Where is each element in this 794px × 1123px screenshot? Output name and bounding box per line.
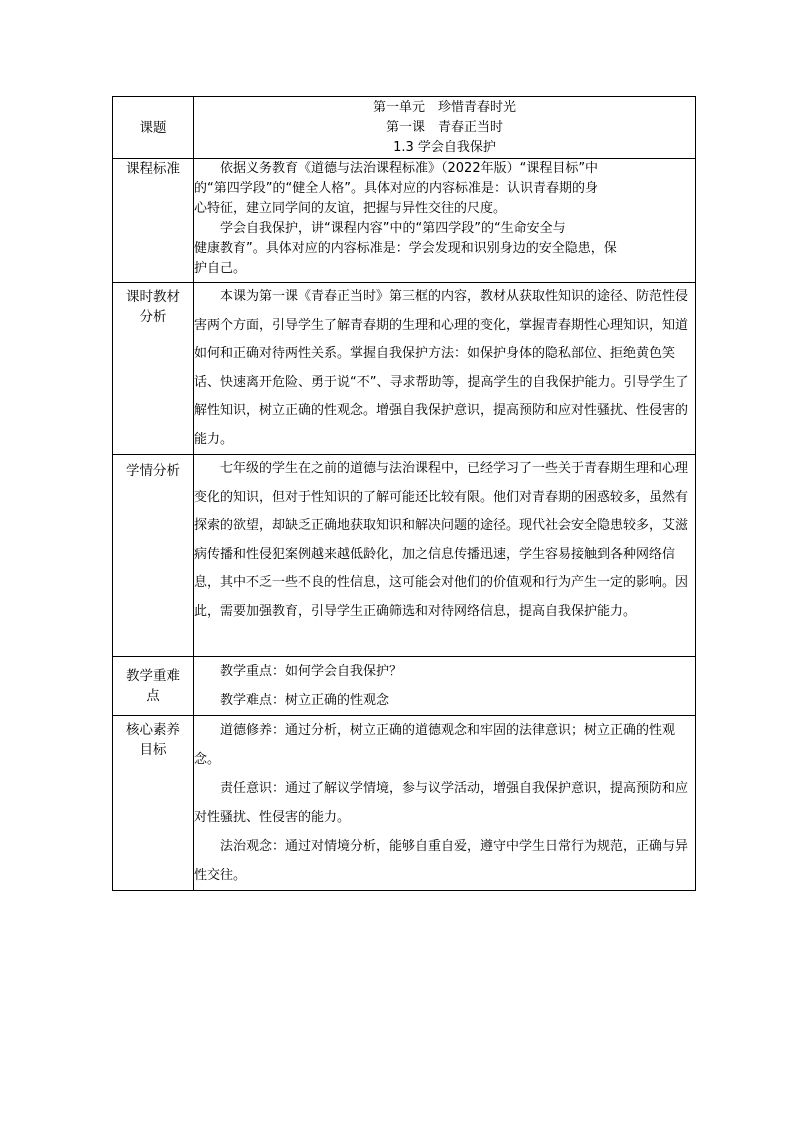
label-material [113, 283, 194, 455]
label-material-line2: 分析 [139, 309, 167, 325]
row-key-points [113, 657, 696, 716]
standard-cell [194, 159, 696, 283]
lesson-title: 第一课 青春正当时 [385, 120, 503, 135]
label-key-points [113, 657, 194, 716]
topic-title-block [194, 97, 695, 158]
label-standard-text: 课程标准 [126, 161, 180, 177]
row-topic [113, 97, 696, 159]
label-goals-line2: 目标 [139, 742, 167, 758]
label-key-points-line1: 教学重难 [126, 668, 180, 684]
row-goals [113, 716, 696, 891]
label-students-text: 学情分析 [126, 463, 180, 479]
standard-p1-line1: 依据义务教育《道德与法治课程标准》（2022年版）“课程目标”中 [220, 161, 599, 176]
row-standard [113, 159, 696, 283]
goal-rule-of-law: 法治观念：通过对情境分析，能够自重自爱，遵守中学生日常行为规范，正确与异性交往。 [194, 839, 689, 883]
row-material [113, 283, 696, 455]
label-topic-text: 课题 [139, 119, 167, 136]
label-standard [113, 159, 194, 283]
section-title: 1.3 学会自我保护 [393, 140, 496, 155]
standard-p1-line3: 心特征，建立同学间的友谊，把握与异性交往的尺度。 [194, 201, 507, 216]
label-key-points-line2: 点 [146, 688, 160, 704]
unit-title: 第一单元 珍惜青春时光 [372, 100, 516, 115]
students-text: 七年级的学生在之前的道德与法治课程中，已经学习了一些关于青春期生理和心理变化的知识，但对于性知识的了解可能还比较有限。他们对青春期的困惑较多，虽然有探索的欲望，却缺乏正确地获取知识和解决问题的途径。现代社会安全隐患较多，艾滋病传播和性侵犯案例越来越低龄化，加之信息传播迅速，学生容易接触到各种网络信息，其中不乏一些不良的性信息，这可能会对他们的价值观和行为产生一定的影响。因此，需要加强教育，引导学生正确筛选和对待网络信息，提高自我保护能力。 [194, 461, 689, 619]
teaching-difficulty: 教学难点：树立正确的性观念 [220, 693, 390, 708]
standard-p2-line3: 护自己。 [194, 261, 247, 276]
goal-morality: 道德修养：通过分析，树立正确的道德观念和牢固的法律意识；树立正确的性观念。 [194, 723, 676, 767]
standard-p1-line2: 的“第四学段”的“健全人格”。具体对应的内容标准是：认识青春期的身 [194, 181, 598, 196]
material-text: 本课为第一课《青春正当时》第三框的内容，教材从获取性知识的途径、防范性侵害两个方面，引导学生了解青春期的生理和心理的变化，掌握青春期性心理知识，知道如何和正确对待两性关系。掌握自我保护方法：如保护身体的隐私部位、拒绝黄色笑话、快速离开危险、勇于说“不”、寻求帮助等，提高学生的自我保护能力。引导学生了解性知识，树立正确的性观念。增强自我保护意识，提高预防和应对性骚扰、性侵害的能力。 [194, 289, 689, 447]
topic-cell [194, 97, 696, 159]
label-topic [113, 97, 194, 159]
teaching-focus: 教学重点：如何学会自我保护？ [220, 664, 403, 679]
goals-cell [194, 716, 696, 891]
material-cell [194, 283, 696, 455]
label-goals [113, 716, 194, 891]
standard-p2-line2: 健康教育”。具体对应的内容标准是：学会发现和识别身边的安全隐患，保 [194, 241, 617, 256]
label-students [113, 455, 194, 657]
label-material-line1: 课时教材 [126, 289, 180, 305]
goal-responsibility: 责任意识：通过了解议学情境，参与议学活动，增强自我保护意识，提高预防和应对性骚扰、性侵害的能力。 [194, 781, 689, 825]
row-students [113, 455, 696, 657]
lesson-plan-table [112, 96, 696, 891]
label-goals-line1: 核心素养 [126, 722, 180, 738]
students-cell [194, 455, 696, 657]
key-points-cell [194, 657, 696, 716]
standard-p2-line1: 学会自我保护，讲“课程内容”中的“第四学段”的“生命安全与 [220, 221, 566, 236]
